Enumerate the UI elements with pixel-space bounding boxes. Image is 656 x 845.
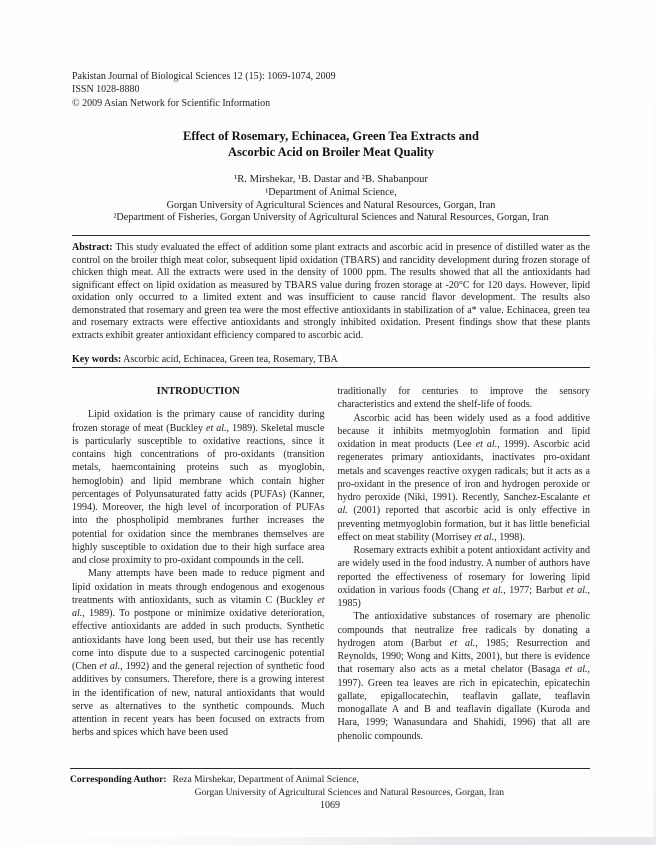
paper-title-line-1: Effect of Rosemary, Echinacea, Green Tea Extracts and [183, 129, 479, 144]
journal-citation-line: Pakistan Journal of Biological Sciences 12 (15): 1069-1074, 2009 [72, 71, 336, 82]
abstract-label: Abstract: [72, 242, 113, 254]
paragraph: Lipid oxidation is the primary cause of rancidity during frozen storage of meat (Buckley et al., 1989). Skeletal muscle is particularly susceptible to oxidative reactions, since it contains high concentrations of pro-oxidants (transition metals, haemcontaining proteins such as myoglobin, hemoglobin) and lipid membrane which contain higher percentages of Polyunsaturated fatty acids (PUFAs) (Kanner, 1994). Moreover, the high level of incorporation of PUFAs into the phospholipid membranes further increases the potential for oxidation since the membranes themselves are highly susceptible to oxidation due to their high surface area and close proximity to pro-oxidant compounds in the cell. [72, 409, 325, 567]
keywords-row [72, 354, 590, 368]
section-heading-introduction: INTRODUCTION [156, 386, 240, 398]
paper-content [72, 70, 590, 743]
affiliations-block [72, 187, 590, 224]
affiliation-line: ²Department of Fisheries, Gorgan University of Agricultural Sciences and Natural Resources, Gorgan, Iran [113, 212, 549, 224]
paragraph: Ascorbic acid has been widely used as a food additive because it inhibits metmyoglobin formation and lipid oxidation in meat products (Lee et al., 1999). Ascorbic acid regenerates primary antioxidants, inactivates pro-oxidant metals and scavenges reactive oxygen radicals; but it acts as a pro-oxidant in the presence of iron and hydrogen peroxide or hydro peroxide (Niki, 1991). Recently, Sanchez-Escalante et al. (2001) reported that ascorbic acid is only effective in preventing metmyoglobin formation, but it has little beneficial effect on meat stability (Morrisey et al., 1998). [337, 412, 590, 543]
affiliation-line: Gorgan University of Agricultural Sciences and Natural Resources, Gorgan, Iran [166, 199, 496, 211]
abstract-text: This study evaluated the effect of addition some plant extracts and ascorbic acid in presence of distilled water as the control on the broiler thigh meat color, subsequent lipid oxidation (TBARS) and rancidity development during frozen storage of chicken thigh meat. All the extracts were used in the density of 1000 ppm. The results showed that all the antioxidants had significant effect on lipid oxidation as measured by TBARS value during frozen storage at -20°C for 120 days. However, lipid oxidation only occurred to a limited extent and was insufficient to cause rancid flavor development. The results also demonstrated that rosemary and green tea were the most effective antioxidants in stabilization of a* value. Echinacea, green tea and rosemary extracts were effective antioxidants and strongly inhibited oxidation. Present findings show that these plants extracts exhibit greater antioxidant efficiency compared to ascorbic acid. [72, 242, 590, 341]
affiliation-line: ¹Department of Animal Science, [265, 187, 397, 199]
paragraph: Rosemary extracts exhibit a potent antioxidant activity and are widely used in the food industry. A number of authors have reported the effectiveness of rosemary for lowering lipid oxidation in various foods (Chang et al., 1977; Barbut et al., 1985) [337, 545, 591, 610]
paragraph: traditionally for centuries to improve the sensory characteristics and extend the shelf-life of foods. [337, 386, 590, 411]
abstract-section [72, 235, 590, 342]
paragraph: Many attempts have been made to reduce pigment and lipid oxidation in meats through endogenous and exogenous treatments with antioxidants, such as vitamin C (Buckley et al., 1989). To postpone or minimize oxidative deterioration, effective antioxidants are added in such products. Synthetic antioxidants have long been used, but their use has recently come into dispute due to a suspected carcinogenic potential (Chen et al., 1992) and the general rejection of synthetic food additives by consumers. Therefore, there is a growing interest in the identification of new, natural antioxidants that would serve as alternatives to the synthetic compounds. Much attention in recent years has been focused on extracts from herbs and spices which have been used [72, 568, 325, 739]
right-column [338, 385, 591, 743]
corresponding-author-line-1: Reza Mirshekar, Department of Animal Science, [172, 774, 359, 785]
two-column-body [72, 385, 590, 743]
corresponding-author-label: Corresponding Author: [70, 774, 167, 785]
copyright-line: © 2009 Asian Network for Scientific Information [72, 97, 271, 109]
corresponding-author-row [70, 774, 590, 799]
footer [70, 768, 590, 813]
paper-title [72, 129, 590, 160]
issn-line: ISSN 1028-8880 [72, 84, 140, 96]
page-number: 1069 [320, 800, 340, 812]
authors-line: ¹R. Mirshekar, ¹B. Dastar and ²B. Shabanpour [234, 174, 428, 186]
corresponding-author-line-2: Gorgan University of Agricultural Sciences and Natural Resources, Gorgan, Iran [194, 786, 505, 798]
left-column [72, 385, 325, 743]
paragraph: The antioxidative substances of rosemary are phenolic compounds that neutralize free radicals by donating a hydrogen atom (Barbut et al., 1985; Resurrection and Reynolds, 1990; Wong and Kitts, 2001), but there is evidence that rosemary also acts as a metal chelator (Basaga et al., 1997). Green tea leaves are rich in epicatechin, epicatechin gallate, epigallocatechin, teaflavin gallate, teaflavin monogallate A and B and teaflavin digallate (Kuroda and Hara, 1999; Wanasundara and Shahidi, 1996) that all are phenolic compounds. [337, 611, 591, 742]
paper-title-line-2: Ascorbic Acid on Broiler Meat Quality [227, 144, 435, 159]
keywords-label: Key words: [72, 354, 122, 366]
journal-header [72, 70, 590, 110]
keywords-text: Ascorbic acid, Echinacea, Green tea, Rosemary, TBA [123, 354, 338, 366]
scan-edge-shadow [0, 837, 656, 845]
corresponding-author-text [167, 774, 505, 799]
